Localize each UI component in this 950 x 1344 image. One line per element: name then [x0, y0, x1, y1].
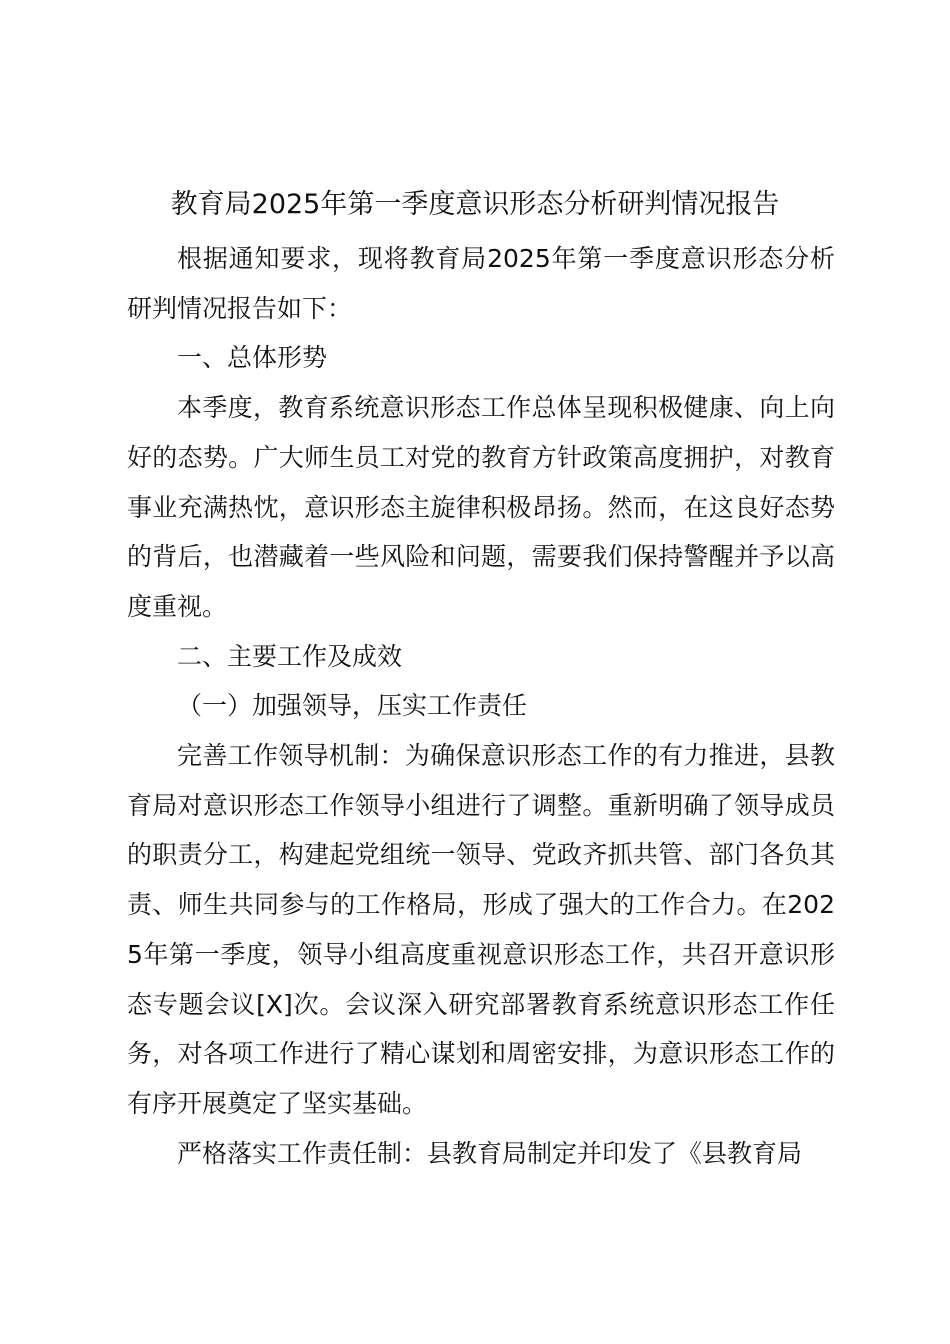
- leadership-mechanism-paragraph: 完善工作领导机制：为确保意识形态工作的有力推进，县教育局对意识形态工作领导小组进行了调整。重新明确了领导成员的职责分工，构建起党组统一领导、党政齐抓共管、部门各负其责、师生共同参与的工作格局，形成了强大的工作合力。在2025年第一季度，领导小组高度重视意识形态工作，共召开意识形态专题会议[X]次。会议深入研究部署教育系统意识形态工作任务，对各项工作进行了精心谋划和周密安排，为意识形态工作的有序开展奠定了坚实基础。: [127, 741, 835, 1118]
- responsibility-paragraph: 严格落实工作责任制：县教育局制定并印发了《县教育局: [177, 1138, 803, 1168]
- section-heading-main-work: 二、主要工作及成效: [177, 641, 403, 671]
- overall-situation-paragraph: 本季度，教育系统意识形态工作总体呈现积极健康、向上向好的态势。广大师生员工对党的教育方针政策高度拥护，对教育事业充满热忱，意识形态主旋律积极昂扬。然而，在这良好态势的背后，也潜藏着一些风险和问题，需要我们保持警醒并予以高度重视。: [127, 393, 835, 621]
- document-body: [127, 234, 835, 1178]
- section-heading-overall-situation: 一、总体形势: [177, 343, 328, 373]
- intro-paragraph: 根据通知要求，现将教育局2025年第一季度意识形态分析研判情况报告如下：: [127, 244, 835, 323]
- document-title: 教育局2025年第一季度意识形态分析研判情况报告: [170, 189, 780, 220]
- subsection-heading-leadership: （一）加强领导，压实工作责任: [177, 691, 528, 721]
